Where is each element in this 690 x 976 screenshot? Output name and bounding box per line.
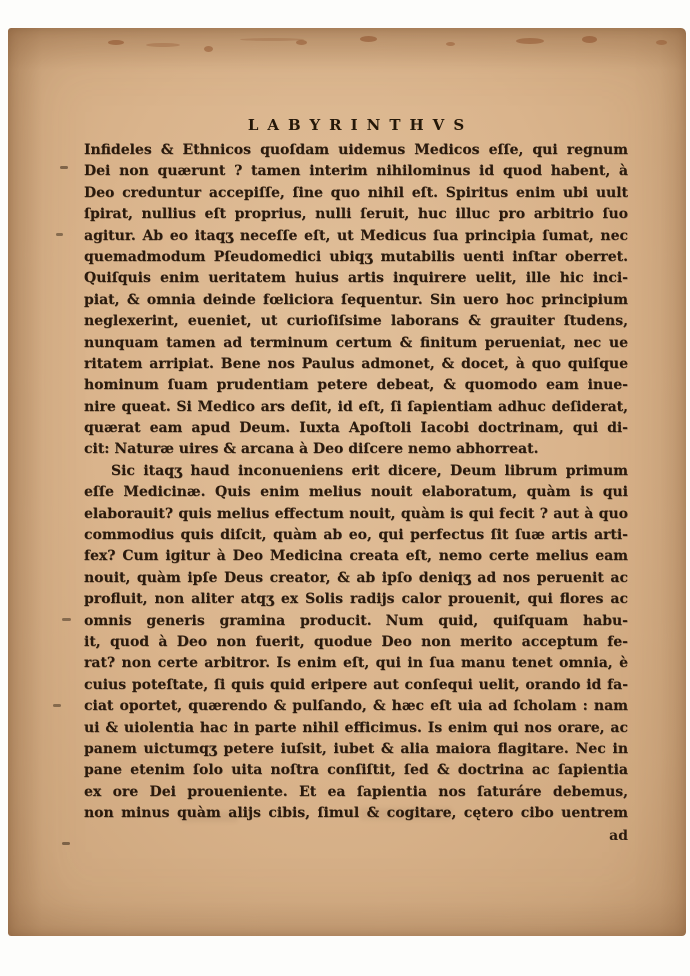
text-line: ritatem arripiat. Bene nos Paulus admonet, & docet, à quo quiſque	[84, 355, 628, 372]
text-line: panem uictumqʒ petere iuſsit, iubet & alia maiora flagitare. Nec in	[84, 740, 628, 757]
text-line: agitur. Ab eo itaqʒ neceſſe eſt, ut Medicus ſua principia ſumat, nec	[84, 227, 628, 244]
text-line: Infideles & Ethnicos quoſdam uidemus Medicos eſſe, qui regnum	[84, 142, 628, 158]
margin-mark	[62, 842, 70, 845]
text-line: commodius quis diſcit, quàm ab eo, qui perfectus ſit ſuæ artis arti-	[84, 527, 628, 544]
margin-mark	[53, 704, 61, 707]
catchword: ad	[609, 828, 628, 844]
text-line: it, quod à Deo non fuerit, quodue Deo non merito acceptum fe-	[84, 633, 628, 650]
stain-speck	[656, 40, 667, 45]
text-line: hominum ſuam prudentiam petere debeat, & quomodo eam inue-	[84, 377, 628, 394]
stain-speck	[146, 43, 180, 47]
text-line: fex? Cum igitur à Deo Medicina creata eſt, nemo certe melius eam	[84, 548, 628, 565]
text-line: Dei non quærunt ? tamen interim nihilominus id quod habent, à	[84, 163, 628, 180]
book-page-scan	[8, 28, 686, 936]
text-line: profluit, non aliter atqʒ ex Solis radijs calor prouenit, qui flores ac	[84, 591, 628, 608]
stain-speck	[446, 42, 455, 46]
running-title: LABYRINTHVS	[247, 116, 474, 134]
text-line: Quiſquis enim ueritatem huius artis inquirere uelit, ille hic inci-	[84, 270, 628, 287]
text-line: pane etenim ſolo uita noſtra conſiſtit, ſed & doctrina ac ſapientia	[84, 762, 628, 779]
stain-speck	[582, 36, 597, 43]
margin-mark	[60, 166, 68, 169]
text-line: rat? non certe arbitror. Is enim eſt, qui in ſua manu tenet omnia, è	[84, 655, 628, 672]
text-line: ciat oportet, quærendo & pulſando, & hæc eſt uia ad ſcholam : nam	[84, 698, 628, 715]
text-line: non minus quàm alijs cibis, ſimul & cogitare, cętero cibo uentrem	[84, 805, 628, 822]
text-line: eſſe Medicinæ. Quis enim melius nouit elaboratum, quàm is qui	[84, 484, 628, 501]
text-line: nunquam tamen ad terminum certum & finitum perueniat, nec ue	[84, 334, 628, 351]
stain-speck	[240, 38, 304, 41]
text-line: nire queat. Si Medico ars deſit, id eſt, ſi ſapientiam adhuc deſiderat,	[84, 398, 628, 415]
text-line: cit: Naturæ uires & arcana à Deo diſcere nemo abhorreat.	[84, 441, 539, 458]
text-line: ſpirat, nullius eſt proprius, nulli ſeruit, huc illuc pro arbitrio ſuo	[84, 206, 628, 223]
text-line: elaborauit? quis melius effectum nouit, quàm is qui fecit ? aut à quo	[84, 505, 628, 522]
text-line: piat, & omnia deinde fœliciora ſequentur. Sin uero hoc principium	[84, 291, 628, 308]
text-line: omnis generis gramina producit. Num quid, quiſquam habu-	[84, 612, 628, 629]
text-line: nouit, quàm ipſe Deus creator, & ab ipſo deniqʒ ad nos peruenit ac	[84, 569, 628, 586]
text-line: cuius poteſtate, ſi quis quid eripere aut conſequi uelit, orando id fa-	[84, 676, 628, 693]
text-line: neglexerint, eueniet, ut curioſiſsime laborans & grauiter ſtudens,	[84, 313, 628, 330]
margin-mark	[62, 618, 71, 621]
stain-speck	[360, 36, 377, 42]
text-line: ex ore Dei proueniente. Et ea ſapientia nos ſaturáre debemus,	[84, 783, 628, 800]
text-line: Sic itaqʒ haud inconueniens erit dicere, Deum librum primum	[111, 462, 628, 479]
stain-speck	[204, 46, 213, 52]
margin-mark	[56, 233, 63, 236]
text-line: Deo creduntur accepiſſe, ſine quo nihil eſt. Spiritus enim ubi uult	[84, 184, 628, 201]
stain-speck	[296, 40, 307, 45]
stain-speck	[108, 40, 124, 45]
body-text	[84, 140, 628, 825]
text-line: quemadmodum Pſeudomedici ubiqʒ mutabilis uenti inſtar oberret.	[84, 248, 628, 265]
text-line: ui & uiolentia hac in parte nihil efficimus. Is enim qui nos orare, ac	[84, 719, 628, 736]
stain-speck	[516, 38, 544, 44]
text-line: quærat eam apud Deum. Iuxta Apoſtoli Iacobi doctrinam, qui di-	[84, 420, 628, 437]
